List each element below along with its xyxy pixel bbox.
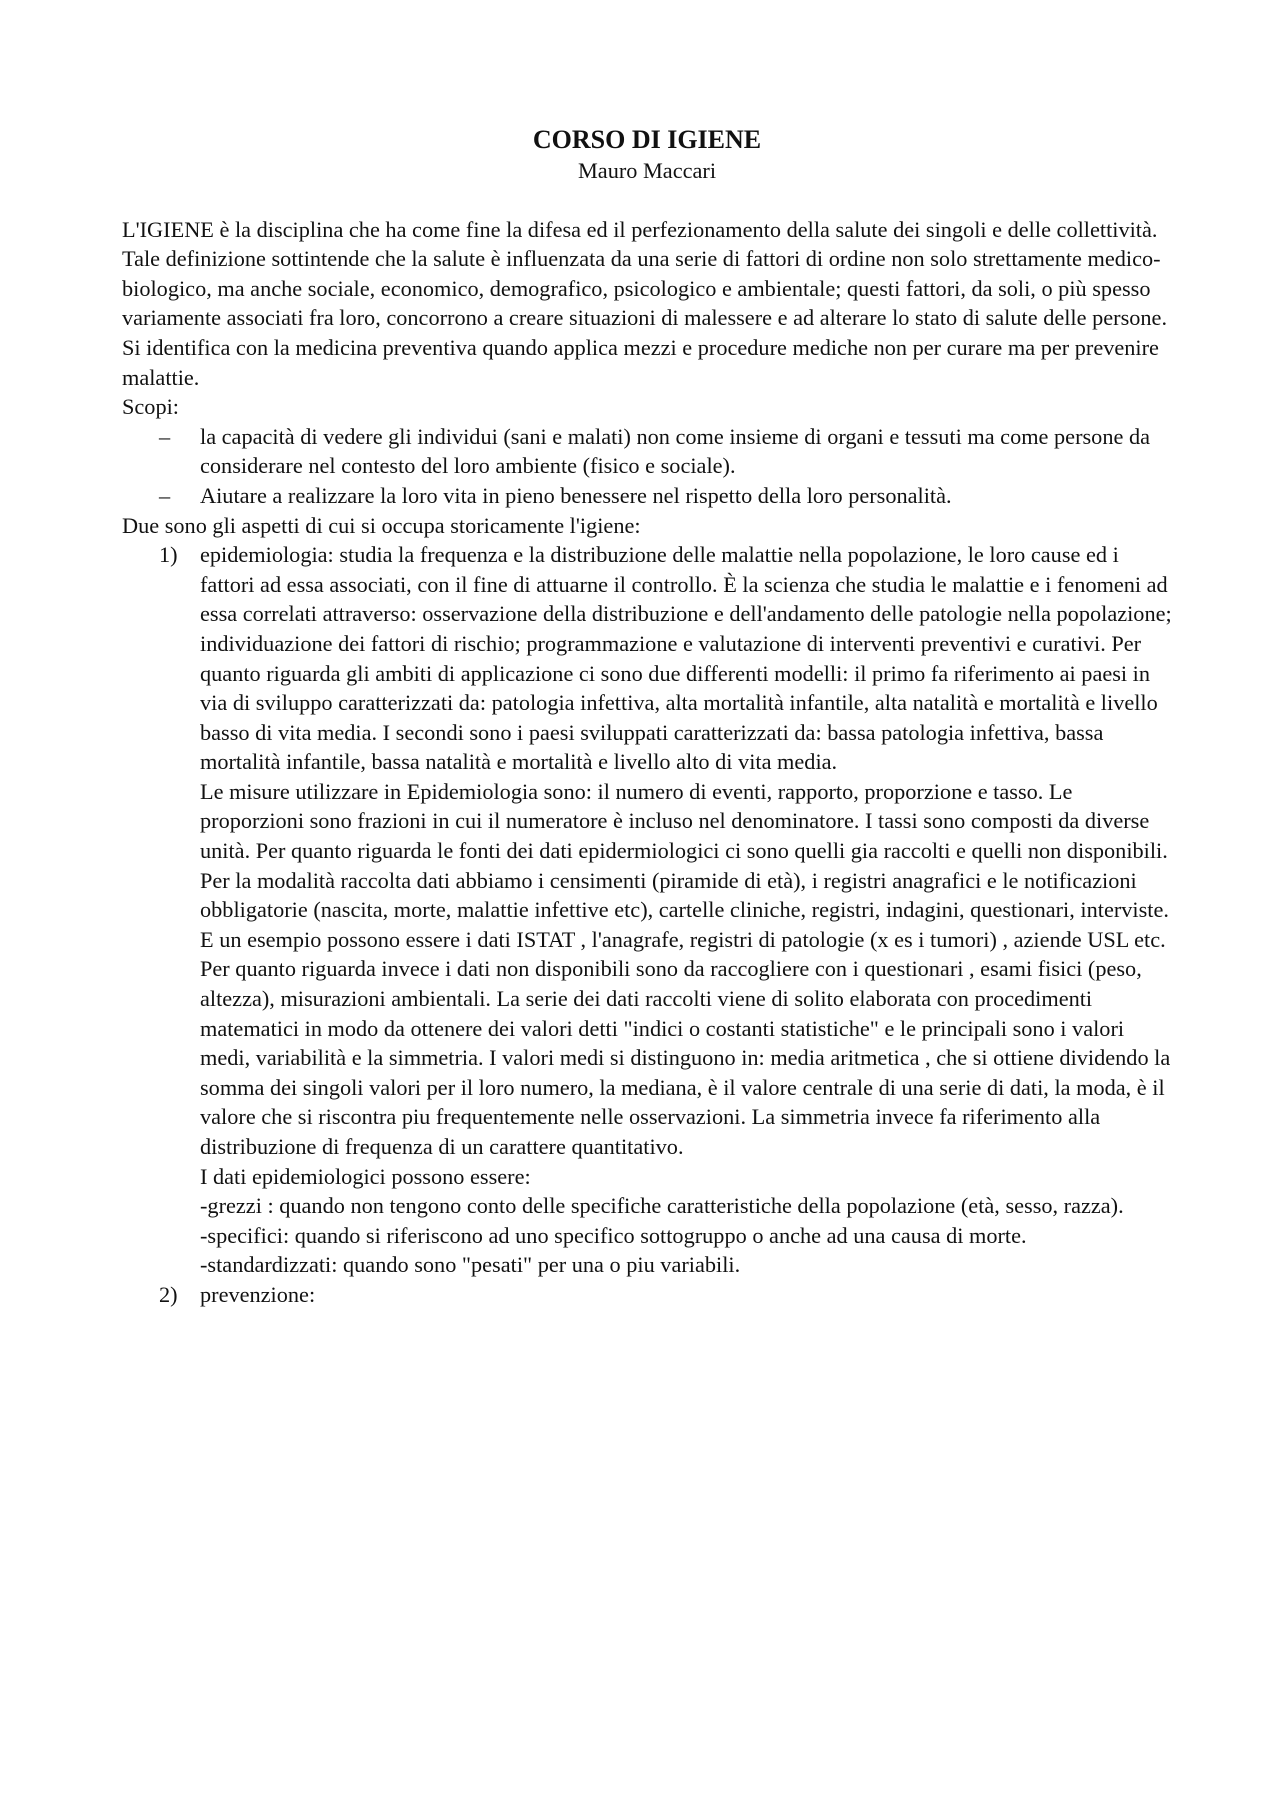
- scopi-label: Scopi:: [122, 394, 179, 420]
- misure-paragraph: Le misure utilizzare in Epidemiologia sono: il numero di eventi, rapporto, proporzione e tasso. Le proporzioni sono frazioni in cui il numeratore è incluso nel denominatore. I tassi sono composti da diverse unità. Per quanto riguarda le fonti dei dati epidermiologici ci sono quelli gia raccolti e quelli non disponibili. Per la modalità raccolta dati abbiamo i censimenti (piramide di età), i registri anagrafici e le notificazioni obbligatorie (nascita, morte, malattie infettive etc), cartelle cliniche, registri, indagini, questionari, interviste. E un esempio possono essere i dati ISTAT , l'anagrafe, registri di patologie (x es i tumori) , aziende USL etc. Per quanto riguarda invece i dati non disponibili sono da raccogliere con i questionari , esami fisici (peso, altezza), misurazioni ambientali. La serie dei dati raccolti viene di solito elaborata con procedimenti matematici in modo da ottenere dei valori detti "indici o costanti statistiche" e le principali sono i valori medi, variabilità e la simmetria. I valori medi si distinguono in: media aritmetica , che si ottiene dividendo la somma dei singoli valori per il loro numero, la mediana, è il valore centrale di una serie di dati, la moda, è il valore che si riscontra piu frequentemente nelle osservazioni. La simmetria invece fa riferimento alla distribuzione di frequenza di un carattere quantitativo.: [200, 778, 1171, 1159]
- list-item-text: Aiutare a realizzare la loro vita in pieno benessere nel rispetto della loro personalità.: [200, 482, 952, 508]
- prevenzione-paragraph: prevenzione:: [200, 1281, 316, 1307]
- dati-grezzi: -grezzi : quando non tengono conto delle specifiche caratteristiche della popolazione (età, sesso, razza).: [200, 1193, 1124, 1219]
- list-number: 1): [159, 542, 178, 568]
- dati-specifici: -specifici: quando si riferiscono ad uno specifico sottogruppo o anche ad una causa di morte.: [200, 1222, 1027, 1248]
- dash-bullet: –: [159, 482, 171, 508]
- list-number: 2): [159, 1281, 178, 1307]
- list-item: [122, 422, 1172, 481]
- aspetti-list: [122, 540, 1172, 1309]
- list-item-epidemiologia: [122, 540, 1172, 1280]
- list-item-text: la capacità di vedere gli individui (sani e malati) non come insieme di organi e tessuti ma come persone da considerare nel contesto del loro ambiente (fisico e sociale).: [200, 423, 1150, 479]
- list-item: [122, 481, 1172, 511]
- document-title: CORSO DI IGIENE: [532, 125, 762, 154]
- intro-paragraph: L'IGIENE è la disciplina che ha come fine la difesa ed il perfezionamento della salute dei singoli e delle collettività. Tale definizione sottintende che la salute è influenzata da una serie di fattori di ordine non solo strettamente medico-biologico, ma anche sociale, economico, demografico, psicologico e ambientale; questi fattori, da soli, o più spesso variamente associati fra loro, concorrono a creare situazioni di malessere e ad alterare lo stato di salute delle persone.: [122, 216, 1168, 331]
- dati-standardizzati: -standardizzati: quando sono "pesati" per una o piu variabili.: [200, 1252, 741, 1278]
- document-author: Mauro Maccari: [577, 158, 717, 183]
- document-body: [122, 124, 1172, 1310]
- definition-paragraph: Si identifica con la medicina preventiva quando applica mezzi e procedure mediche non per curare ma per prevenire malattie.: [122, 334, 1159, 390]
- dati-intro: I dati epidemiologici possono essere:: [200, 1163, 531, 1189]
- dash-bullet: –: [159, 423, 171, 449]
- list-item-prevenzione: [122, 1280, 1172, 1310]
- epidemiologia-paragraph: epidemiologia: studia la frequenza e la distribuzione delle malattie nella popolazione, le loro cause ed i fattori ad essa associati, con il fine di attuarne il controllo. È la scienza che studia le malattie e i fenomeni ad essa correlati attraverso: osservazione della distribuzione e dell'andamento delle patologie nella popolazione; individuazione dei fattori di rischio; programmazione e valutazione di interventi preventivi e curativi. Per quanto riguarda gli ambiti di applicazione ci sono due differenti modelli: il primo fa riferimento ai paesi in via di sviluppo caratterizzati da: patologia infettiva, alta mortalità infantile, alta natalità e mortalità e livello basso di vita media. I secondi sono i paesi sviluppati caratterizzati da: bassa patologia infettiva, bassa mortalità infantile, bassa natalità e mortalità e livello alto di vita media.: [200, 542, 1172, 775]
- aspetti-intro: Due sono gli aspetti di cui si occupa storicamente l'igiene:: [122, 512, 641, 538]
- scopi-list: [122, 422, 1172, 511]
